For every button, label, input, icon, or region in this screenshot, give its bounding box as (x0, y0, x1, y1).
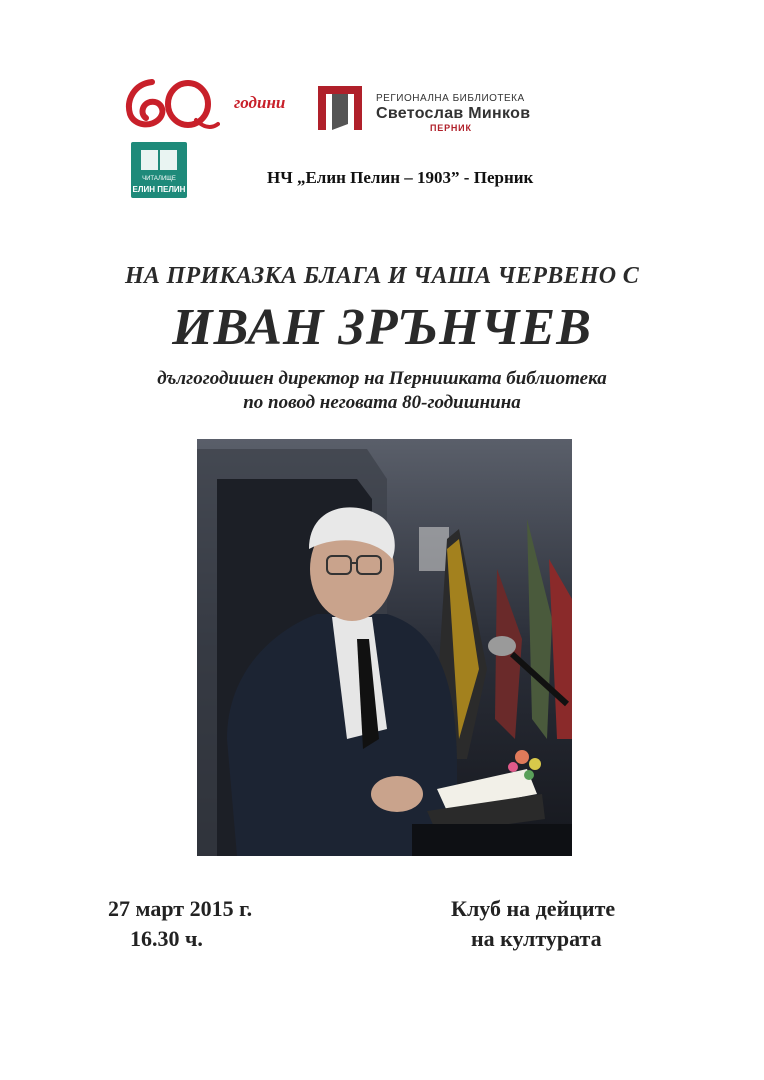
chitalishte-logo (131, 142, 187, 198)
subtitle-line1: дългогодишен директор на Пернишката библиотека (157, 368, 607, 389)
library-city: ПЕРНИК (430, 123, 472, 133)
subtitle-line2: по повод неговата 80-годишнина (243, 392, 521, 413)
event-time: 16.30 ч. (130, 926, 203, 951)
library-logo-icon (318, 86, 362, 130)
library-name-line2: Светослав Минков (376, 105, 531, 122)
sixty-text: 60 (171, 107, 172, 108)
book-icon (131, 142, 187, 198)
chitalishte-logo-top-text: ЧИТАЛИЩЕ (142, 176, 176, 182)
anniversary-label: години (234, 93, 286, 112)
honoree-name: ИВАН ЗРЪНЧЕВ (172, 299, 592, 356)
event-title-line1: НА ПРИКАЗКА БЛАГА И ЧАША ЧЕРВЕНО С (124, 263, 640, 289)
event-date: 27 март 2015 г. (108, 896, 253, 921)
chitalishte-logo-bottom-text: ЕЛИН ПЕЛИН (132, 185, 186, 194)
venue-line1: Клуб на дейците (451, 896, 616, 921)
chitalishte-name: НЧ „Елин Пелин – 1903” - Перник (267, 168, 534, 187)
library-name-line1: РЕГИОНАЛНА БИБЛИОТЕКА (376, 93, 525, 104)
sixty-years-logo (122, 74, 220, 132)
venue-line2: на културата (471, 926, 602, 951)
honoree-photo (197, 439, 572, 856)
